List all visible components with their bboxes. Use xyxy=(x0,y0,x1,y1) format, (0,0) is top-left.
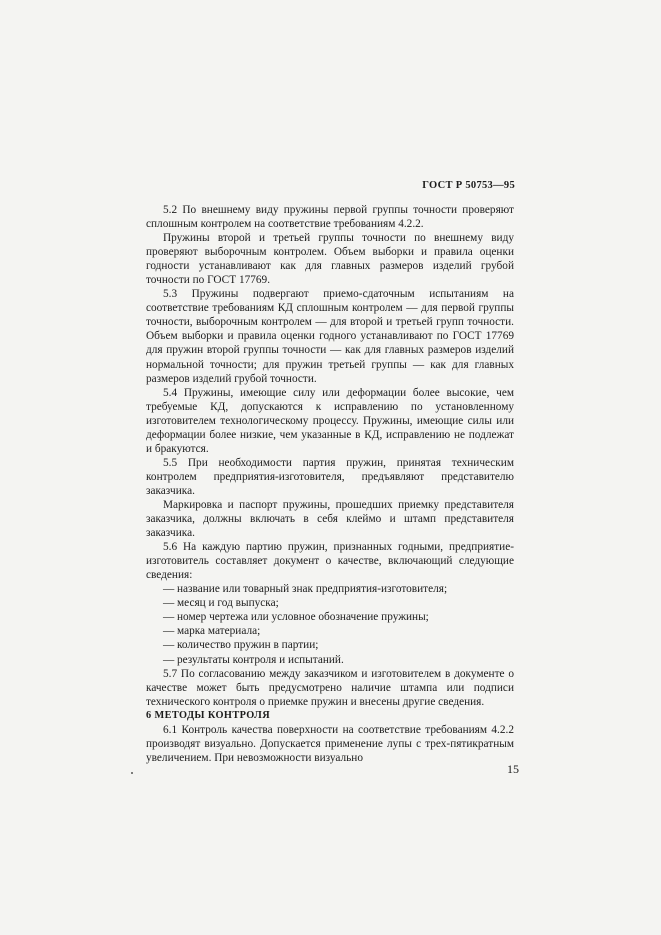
list-item: — название или товарный знак предприятия-изготовителя; xyxy=(163,583,448,596)
page-number: 15 xyxy=(507,762,519,776)
list-dash: — xyxy=(163,625,175,638)
paragraph-5-5: 5.5 При необходимости партия пружин, принятая техническим контролем предприятия-изготовителя, предъявляют представителю заказчика. xyxy=(146,456,514,497)
list-item: — номер чертежа или условное обозначение пружины; xyxy=(163,611,429,624)
document-body xyxy=(146,203,514,765)
info-list xyxy=(146,582,514,666)
paragraph-5-7: 5.7 По согласованию между заказчиком и изготовителем в документе о качестве может быть предусмотрено наличие штампа или подписи технического контроля о приемке пружин и внесены другие сведения. xyxy=(146,667,514,708)
scan-speck xyxy=(131,772,133,774)
list-item: — месяц и год выпуска; xyxy=(163,597,279,610)
list-item: — результаты контроля и испытаний. xyxy=(163,653,344,666)
paragraph-5-4: 5.4 Пружины, имеющие силу или деформации более высокие, чем требуемые КД, допускаются к исправлению по установленному изготовителем технологическому процессу. Пружины, имеющие силы или деформации более низкие, чем указанные в КД, исправлению не подлежат и бракуются. xyxy=(146,386,514,455)
list-item: — количество пружин в партии; xyxy=(163,639,319,652)
paragraph-5-2-cont: Пружины второй и третьей группы точности по внешнему виду проверяют выборочным контролем. Объем выборки и правила оценки годности устанавливают как для главных размеров изделий грубой точности по ГОСТ 17769. xyxy=(146,232,514,287)
paragraph-5-3: 5.3 Пружины подвергают приемо-сдаточным испытаниям на соответствие требованиям КД сплошным контролем — для первой группы точности, выборочным контролем — для второй и третьей групп точности. Объем выборки и правила оценки годного устанавливают по ГОСТ 17769 для пружин второй группы точности — как для главных размеров изделий нормальной точности; для пружин третьей группы — как для главных размеров изделий грубой точности. xyxy=(146,288,514,385)
document-code: ГОСТ Р 50753—95 xyxy=(422,180,515,191)
list-dash: — xyxy=(163,583,175,596)
section-title: 6 МЕТОДЫ КОНТРОЛЯ xyxy=(146,709,271,721)
list-item: — марка материала; xyxy=(163,625,261,638)
list-dash: — xyxy=(163,653,175,666)
paragraph-5-5-cont: Маркировка и паспорт пружины, прошедших приемку представителя заказчика, должны включать в себя клеймо и штамп представителя заказчика. xyxy=(146,498,514,540)
paragraph-5-2: 5.2 По внешнему виду пружины первой группы точности проверяют сплошным контролем на соответствие требованиям 4.2.2. xyxy=(146,204,514,231)
paragraph-6-1: 6.1 Контроль качества поверхности на соответствие требованиям 4.2.2 производят визуально. Допускается применение лупы с трех-пятикратным увеличением. При невозможности визуально xyxy=(146,723,514,764)
list-dash: — xyxy=(163,639,175,652)
list-dash: — xyxy=(163,611,175,624)
list-dash: — xyxy=(163,597,175,610)
paragraph-5-6: 5.6 На каждую партию пружин, признанных годными, предприятие-изготовитель составляет документ о качестве, включающий следующие сведения: xyxy=(146,541,514,582)
